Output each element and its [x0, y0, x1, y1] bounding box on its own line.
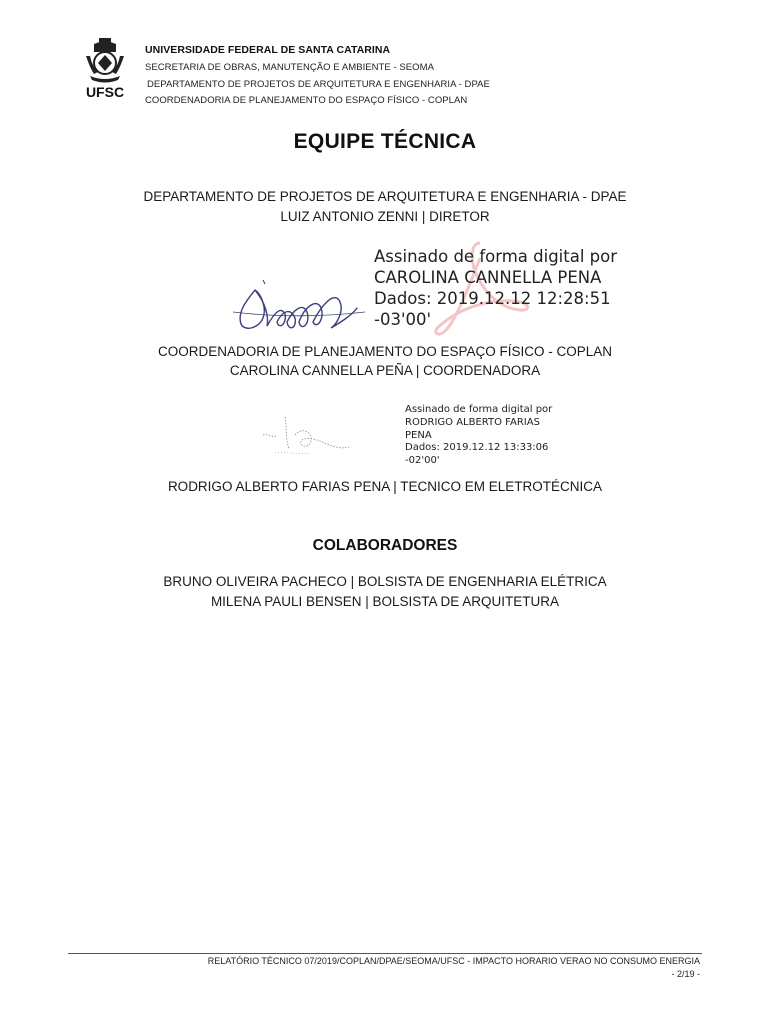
handwritten-signature-icon	[255, 405, 355, 467]
ufsc-crest-icon	[80, 38, 130, 100]
technician-line: RODRIGO ALBERTO FARIAS PENA | TECNICO EM ELETROTÉCNICA	[167, 479, 603, 494]
colaboradores-heading: COLABORADORES	[312, 537, 458, 554]
signature2-line3: PENA	[405, 429, 432, 441]
header-university: UNIVERSIDADE FEDERAL DE SANTA CATARINA	[145, 44, 391, 56]
signature2-line1: Assinado de forma digital por	[405, 404, 553, 415]
signature2-line4: Dados: 2019.12.12 13:33:06	[405, 442, 549, 454]
signature2-line2: RODRIGO ALBERTO FARIAS	[405, 416, 540, 428]
svg-text:UFSC: UFSC	[85, 84, 125, 100]
signature2-block	[405, 404, 552, 468]
dpae-department: DEPARTAMENTO DE PROJETOS DE ARQUITETURA E ENGENHARIA - DPAE	[143, 189, 627, 204]
header-coordenadoria: COORDENADORIA DE PLANEJAMENTO DO ESPAÇO FÍSICO - COPLAN	[145, 95, 468, 106]
dpae-director: LUIZ ANTONIO ZENNI | DIRETOR	[280, 209, 490, 224]
footer-report: RELATÓRIO TÉCNICO 07/2019/COPLAN/DPAE/SEOMA/UFSC - IMPACTO HORARIO VERAO NO CONSUMO ENERGIA	[207, 956, 700, 966]
coplan-department: COORDENADORIA DE PLANEJAMENTO DO ESPAÇO FÍSICO - COPLAN	[157, 344, 613, 359]
colaborador-item: MILENA PAULI BENSEN | BOLSISTA DE ARQUITETURA	[210, 594, 560, 609]
page-title: EQUIPE TÉCNICA	[293, 130, 477, 153]
footer-divider	[68, 953, 702, 954]
header-departamento: DEPARTAMENTO DE PROJETOS DE ARQUITETURA E ENGENHARIA - DPAE	[147, 79, 490, 90]
signature1-line3: Dados: 2019.12.12 12:28:51	[374, 289, 611, 308]
signature1-line4: -03'00'	[374, 310, 432, 329]
footer-page-number: - 2/19 -	[671, 969, 700, 979]
colaborador-item: BRUNO OLIVEIRA PACHECO | BOLSISTA DE ENGENHARIA ELÉTRICA	[163, 574, 607, 589]
signature2-line5: -02'00'	[405, 455, 440, 467]
coplan-coordinator: CAROLINA CANNELLA PEÑA | COORDENADORA	[229, 363, 541, 378]
signature1-line2: CAROLINA CANNELLA PENA	[374, 268, 602, 287]
signature-carolina	[225, 272, 375, 342]
header-secretaria: SECRETARIA DE OBRAS, MANUTENÇÃO E AMBIENTE - SEOMA	[145, 62, 434, 73]
signature1-block	[374, 246, 617, 330]
handwritten-signature-icon	[225, 272, 375, 342]
signature1-line1: Assinado de forma digital por	[374, 247, 618, 266]
signature-rodrigo	[255, 405, 355, 467]
ufsc-logo	[80, 38, 130, 100]
